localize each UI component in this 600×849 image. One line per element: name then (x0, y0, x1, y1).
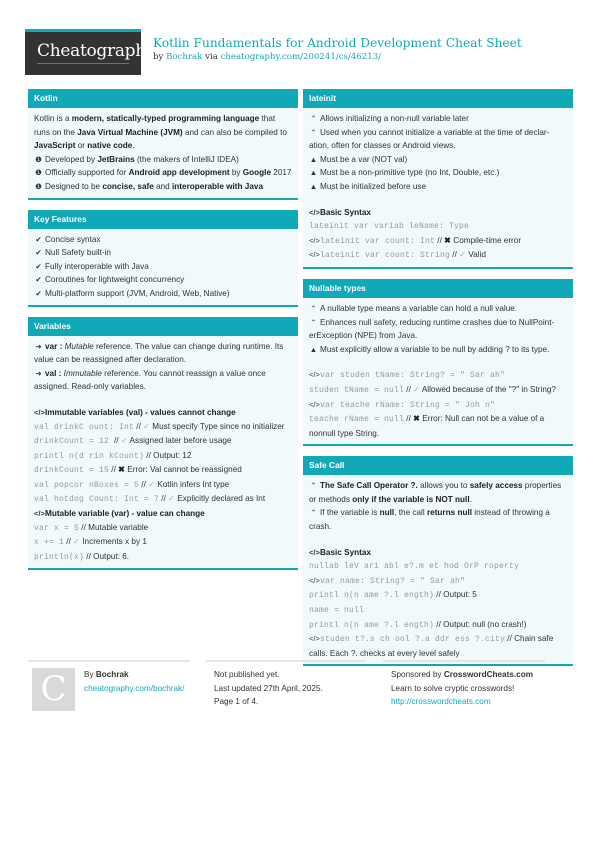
list-item (309, 112, 567, 126)
section-title: lateinit (303, 89, 573, 108)
code-line (34, 449, 292, 464)
list-item (309, 343, 567, 357)
text: . (469, 494, 472, 504)
left-column (28, 89, 298, 580)
text: (the makers of IntelliJ IDEA) (134, 154, 239, 164)
chevron-up-icon: ⌃ (310, 127, 317, 137)
code-line (309, 219, 567, 234)
comment-text: Compile-time error (453, 235, 522, 245)
list-item (34, 273, 292, 287)
code-text: var studen tName: String? = " Sar ah" (320, 371, 506, 381)
comment-slashes: // (434, 619, 444, 629)
item-text: Multi-platform support (JVM, Android, Web, Native) (45, 288, 230, 298)
check-circle-icon: ✔ (35, 261, 42, 271)
spacer (309, 194, 567, 206)
comment-slashes: // (114, 436, 121, 446)
sponsor-name[interactable]: CrosswordCheats.com (443, 670, 533, 679)
spacer (309, 534, 567, 546)
by-prefix: by (153, 52, 167, 62)
text: . (132, 141, 135, 151)
sponsor-line (391, 668, 533, 682)
immutable-heading-text: Immutable variables (val) - values cannot change (45, 407, 236, 417)
val-text: reference. You cannot reassign a value once assigned. Read-only variables. (34, 368, 266, 392)
warning-icon: ▲ (309, 168, 318, 178)
check-circle-icon: ✔ (35, 275, 42, 285)
right-column (303, 89, 573, 676)
comment-text: Valid (468, 250, 486, 260)
comment-text: Output: 6. (93, 551, 130, 561)
section-body (28, 336, 298, 569)
code-line (309, 588, 567, 603)
avatar[interactable]: C (32, 668, 75, 711)
code-icon: </> (309, 575, 320, 585)
text: Kotlin is a (34, 114, 72, 123)
bold-text: native code (87, 141, 133, 151)
check-icon: ✓ (168, 494, 178, 504)
footer-author (28, 660, 190, 730)
text: 2017 (271, 168, 292, 178)
item-text: Null Safety built-in (45, 248, 111, 258)
code-line (34, 420, 292, 435)
code-text: x += 1 (34, 538, 65, 548)
sponsor-prefix: Sponsored by (391, 670, 444, 679)
item-text: Must explicitly allow a variable to be null by adding ? to its type. (320, 344, 550, 354)
comment-slashes: // (404, 384, 414, 394)
bold-text: JavaScript (34, 141, 76, 151)
code-icon: </> (309, 399, 320, 409)
logo-text: Cheatography (37, 41, 156, 61)
comment-slashes: // (64, 537, 74, 547)
text: properties or methods (309, 481, 562, 504)
footer-sponsor-text (391, 668, 533, 709)
code-text: val drinkC ount: Int (34, 422, 135, 432)
section-nullable-types (303, 279, 573, 446)
code-text: nullab leV ari abl e?.m et hod OrP roperty (309, 562, 520, 572)
title-block (153, 36, 522, 62)
comment-text: Output: 5 (443, 590, 477, 600)
comment-slashes: // (404, 414, 414, 424)
section-lateinit (303, 89, 573, 269)
cross-icon: ✖ (413, 414, 423, 424)
footer-author-name[interactable]: Bochrak (95, 670, 129, 679)
val-emphasis: Immutable (63, 368, 102, 378)
list-item (34, 180, 292, 194)
comment-text: Error: Null can not be a value of a nonnull type String. (309, 414, 545, 438)
list-item (34, 287, 292, 301)
warning-icon: ▲ (309, 154, 318, 164)
section-title: Nullable types (303, 279, 573, 298)
text: Officially supported for (45, 168, 129, 178)
check-circle-icon: ✔ (35, 234, 42, 244)
section-kotlin (28, 89, 298, 200)
code-text: var teache rName: String = " Joh n" (320, 400, 496, 410)
comment-slashes: // (84, 551, 94, 561)
check-circle-icon: ✔ (35, 248, 42, 258)
check-icon: ✓ (143, 421, 153, 431)
code-line (34, 434, 292, 449)
comment-slashes: // (159, 494, 169, 504)
info-icon: ❶ (35, 154, 42, 164)
nullable-code-lines (309, 368, 567, 440)
text: and can also be compiled to (182, 127, 287, 137)
var-emphasis: Mutable (64, 341, 94, 351)
check-icon: ✓ (148, 479, 158, 489)
code-line (309, 248, 567, 263)
comment-text: Increments x by 1 (82, 537, 147, 547)
list-item (309, 153, 567, 167)
code-text: studen t?.s ch ool ?.a ddr ess ?.city (320, 635, 506, 645)
section-variables (28, 317, 298, 571)
item-text: A nullable type means a variable can hold a null value. (320, 303, 518, 313)
code-line (309, 398, 567, 413)
text: that runs on the (34, 114, 276, 137)
mutable-heading (34, 507, 292, 521)
text: , the call (394, 508, 427, 518)
nullable-bullets (309, 302, 567, 356)
list-item (309, 506, 567, 533)
list-item (34, 233, 292, 247)
bold-text: modern, statically-typed programming language (71, 114, 260, 123)
section-body (303, 475, 573, 664)
comment-slashes: // (109, 465, 119, 475)
comment-text: Output: null (no crash!) (443, 619, 527, 629)
spacer (34, 394, 292, 406)
check-icon: ✓ (120, 436, 130, 446)
kotlin-intro (34, 112, 292, 153)
item-text: Allows initializing a non-null variable later (320, 114, 469, 123)
code-line (309, 383, 567, 398)
list-item (34, 246, 292, 260)
chevron-up-icon: ⌃ (310, 508, 317, 518)
footer-author-url[interactable]: cheatography.com/bochrak/ (84, 683, 185, 693)
byline (153, 52, 522, 62)
bold-text: Android app development (128, 168, 230, 178)
comment-slashes: // (434, 590, 444, 600)
text: Developed by (45, 154, 98, 164)
footer-meta (206, 660, 366, 730)
comment-text: Must specify Type since no initializer (152, 421, 285, 431)
check-icon: ✓ (459, 250, 469, 260)
chevron-up-icon: ⌃ (310, 481, 317, 491)
comment-text: Mutable variable (88, 522, 149, 532)
comment-slashes: // (134, 421, 144, 431)
spacer (309, 356, 567, 368)
basic-syntax-heading (309, 206, 567, 220)
mutable-code-lines (34, 521, 292, 565)
list-item (309, 302, 567, 316)
check-icon: ✓ (413, 384, 422, 394)
item-text: Used when you cannot initialize a variable at the time of declar-ation, often for classes or Android views. (309, 127, 550, 151)
comment-text: Assigned later before usage (129, 436, 232, 446)
section-title: Safe Call (303, 456, 573, 475)
bold-text: returns null (426, 508, 473, 518)
page-footer (28, 660, 573, 730)
code-line (34, 550, 292, 565)
list-item (309, 126, 567, 153)
code-line (34, 463, 292, 478)
comment-text: Explicitly declared as Int (177, 494, 266, 504)
section-body (28, 108, 298, 198)
safe-call-code-lines (309, 559, 567, 660)
section-key-features (28, 210, 298, 307)
code-icon: </> (309, 634, 320, 644)
section-body (303, 298, 573, 444)
text: instead of throwing a crash. (309, 508, 550, 532)
list-item (34, 260, 292, 274)
list-item (34, 153, 292, 167)
arrow-circle-right-icon: ➜ (35, 368, 42, 378)
basic-syntax-heading (309, 546, 567, 560)
list-item (309, 180, 567, 194)
code-text: printl n(n ame ?.l ength) (309, 591, 435, 601)
code-text: printl n(d rin kCount) (34, 451, 145, 461)
list-item (34, 166, 292, 180)
check-circle-icon: ✔ (35, 288, 42, 298)
logo-underline (37, 63, 129, 64)
code-line (309, 632, 567, 660)
cross-icon: ✖ (118, 465, 128, 475)
code-text: lateinit var count: String (320, 251, 451, 261)
arrow-circle-right-icon: ➜ (35, 341, 42, 351)
code-icon: </> (309, 235, 320, 245)
text: and (153, 181, 173, 191)
section-body (303, 108, 573, 267)
code-text: teache rName = null (309, 415, 405, 425)
code-text: lateinit var count: Int (320, 236, 436, 246)
code-icon: </> (309, 370, 320, 380)
code-text: println(x) (34, 552, 85, 562)
text: If the variable is (320, 508, 380, 518)
item-text: Must be a var (NOT val) (320, 154, 408, 164)
sponsor-url[interactable]: http://crosswordcheats.com (391, 697, 491, 707)
lateinit-code-lines (309, 219, 567, 263)
section-body (28, 229, 298, 305)
code-text: val popcor nBoxes = 5 (34, 480, 140, 490)
comment-text: Allowed because of the "?" in String? (421, 384, 556, 394)
code-line (309, 368, 567, 383)
comment-slashes: // (139, 479, 149, 489)
footer-by-line (84, 668, 184, 682)
cross-icon: ✖ (444, 235, 454, 245)
code-icon: </> (309, 207, 320, 217)
item-text: Enhances null safety, reducing runtime crashes due to NullPoint-erException (NPE) from Java. (309, 317, 555, 341)
sponsor-tagline: Learn to solve cryptic crosswords! (391, 683, 515, 693)
code-text: lateinit var variab leName: Type (309, 222, 470, 232)
code-line (34, 492, 292, 507)
code-line (309, 412, 567, 440)
bold-text: Java Virtual Machine (JVM) (77, 127, 183, 137)
var-text: reference. The value can change during runtime. Its value can be reassigned after declaration. (34, 341, 284, 365)
item-text: Must be a non-primitive type (no Int, Double, etc.) (320, 168, 500, 178)
code-line (309, 603, 567, 618)
lateinit-bullets (309, 112, 567, 194)
safe-call-bullets (309, 479, 567, 533)
section-title: Key Features (28, 210, 298, 229)
bold-text: only if the variable is NOT null (352, 494, 470, 504)
list-item (309, 479, 567, 506)
comment-slashes: // (450, 250, 460, 260)
comment-slashes: // (79, 522, 89, 532)
bold-text: concise, safe (102, 181, 154, 191)
section-title: Kotlin (28, 89, 298, 108)
section-title: Variables (28, 317, 298, 336)
basic-syntax-heading-text: Basic Syntax (320, 547, 371, 557)
via-text: via (202, 52, 221, 62)
sheet-url-link[interactable]: cheatography.com/200241/cs/46213/ (220, 52, 382, 62)
list-item (309, 166, 567, 180)
code-text: drinkCount = 12 (34, 437, 115, 447)
basic-syntax-heading-text: Basic Syntax (320, 207, 371, 217)
code-text: val hotdog Count: Int = 7 (34, 495, 160, 505)
comment-text: Chain safe calls. Each ?. checks at every level safely (309, 634, 554, 658)
chevron-up-icon: ⌃ (310, 303, 317, 313)
code-line (34, 535, 292, 550)
val-label: val : (45, 368, 62, 378)
info-icon: ❶ (35, 181, 42, 191)
code-text: drinkCount = 15 (34, 466, 110, 476)
page-title[interactable]: Kotlin Fundamentals for Android Development Cheat Sheet (153, 36, 522, 50)
comment-text: Error: Val cannot be reassigned (127, 465, 242, 475)
code-icon: </> (309, 547, 320, 557)
item-text: Fully interoperable with Java (45, 261, 149, 271)
code-text: var x = 5 (34, 523, 80, 533)
item-text: Coroutines for lightweight concurrency (45, 275, 185, 285)
text: allows you to (417, 481, 470, 491)
chevron-up-icon: ⌃ (310, 317, 317, 327)
comment-text: Output: 12 (153, 450, 192, 460)
item-text: Concise syntax (45, 234, 101, 244)
section-safe-call (303, 456, 573, 666)
item-text: Must be initialized before use (320, 181, 427, 191)
immutable-code-lines (34, 420, 292, 508)
code-line (309, 234, 567, 249)
text: or (75, 141, 88, 151)
info-icon: ❶ (35, 168, 42, 178)
code-icon: </> (309, 250, 320, 260)
code-text: studen tName = null (309, 385, 405, 395)
code-line (309, 574, 567, 589)
page-number: Page 1 of 4. (214, 697, 259, 707)
bold-text: safely access (469, 481, 523, 491)
code-text: name = null (309, 606, 365, 616)
code-text: printl n(n ame ?.l ength) (309, 620, 435, 630)
mutable-heading-text: Mutable variable (var) - value can change (45, 509, 205, 519)
comment-slashes: // (435, 235, 445, 245)
var-label: var : (45, 341, 63, 351)
var-description (34, 340, 292, 367)
cheatography-logo[interactable] (25, 29, 156, 75)
code-line (309, 559, 567, 574)
published-status: Not published yet. (214, 670, 280, 679)
comment-slashes: // (144, 450, 154, 460)
text: by (229, 168, 243, 178)
author-link[interactable]: Bochrak (166, 52, 203, 62)
footer-author-text (84, 668, 184, 695)
footer-sponsor (383, 660, 545, 730)
footer-meta-text (214, 668, 323, 709)
code-text: var name: String? = " Sar ah" (320, 576, 466, 586)
bold-text: JetBrains (97, 154, 135, 164)
comment-text: Kotlin infers Int type (157, 479, 230, 489)
by-prefix: By (84, 670, 96, 679)
bold-text: The Safe Call Operator ?. (320, 481, 418, 491)
code-icon: </> (34, 509, 45, 519)
immutable-heading (34, 406, 292, 420)
warning-icon: ▲ (309, 344, 318, 354)
code-line (309, 618, 567, 633)
code-line (34, 478, 292, 493)
code-line (34, 521, 292, 536)
code-icon: </> (34, 407, 45, 417)
list-item (309, 316, 567, 343)
comment-slashes: // (505, 634, 515, 644)
warning-icon: ▲ (309, 181, 318, 191)
chevron-up-icon: ⌃ (310, 114, 317, 123)
bold-text: interoperable with Java (172, 181, 264, 191)
page-header (25, 29, 585, 75)
bold-text: Google (242, 168, 271, 178)
val-description (34, 367, 292, 394)
bold-text: null (379, 508, 395, 518)
check-icon: ✓ (73, 537, 83, 547)
text: Designed to be (45, 181, 103, 191)
last-updated: Last updated 27th April, 2025. (214, 683, 323, 693)
